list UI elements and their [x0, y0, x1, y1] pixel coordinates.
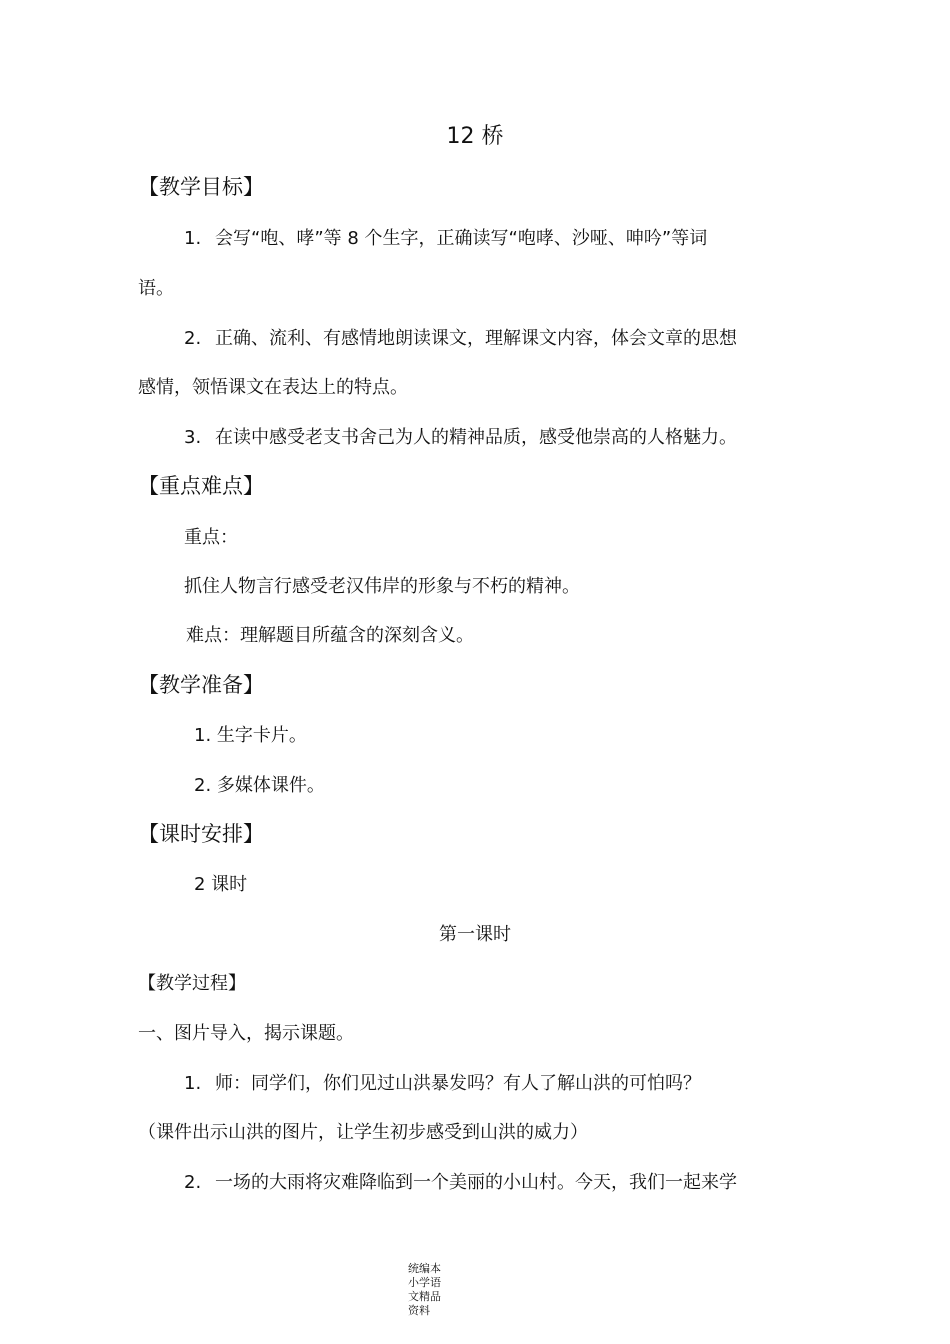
step-1-1-number: 1. — [184, 1073, 202, 1094]
goal-2-text: 正确、流利、有感情地朗读课文，理解课文内容，体会文章的思想 — [215, 328, 737, 349]
class-hours: 2 课时 — [194, 874, 248, 895]
heading-key-difficult-points: 【重点难点】 — [138, 474, 264, 498]
difficult-point-text: 难点：理解题目所蕴含的深刻含义。 — [186, 625, 474, 646]
goal-3-number: 3. — [184, 427, 202, 448]
lesson-one-title: 第一课时 — [439, 924, 511, 945]
step-1-heading: 一、图片导入，揭示课题。 — [138, 1023, 354, 1044]
preparation-item-1: 1. 生字卡片。 — [194, 725, 307, 746]
key-point-label: 重点： — [184, 527, 238, 548]
heading-teaching-process: 【教学过程】 — [138, 973, 246, 994]
footer-watermark: 统编本小学语文精品资料 — [408, 1262, 441, 1317]
step-1-2-number: 2. — [184, 1172, 202, 1193]
step-1-1-text: 师：同学们，你们见过山洪暴发吗？有人了解山洪的可怕吗？ — [215, 1073, 701, 1094]
goal-2-number: 2. — [184, 328, 202, 349]
step-1-1-note: （课件出示山洪的图片，让学生初步感受到山洪的威力） — [138, 1122, 588, 1143]
page-title: 12 桥 — [446, 124, 504, 149]
heading-teaching-goals: 【教学目标】 — [138, 175, 264, 199]
preparation-item-2: 2. 多媒体课件。 — [194, 775, 325, 796]
step-1-2-text: 一场的大雨将灾难降临到一个美丽的小山村。今天，我们一起来学 — [215, 1172, 737, 1193]
goal-1-text-continued: 语。 — [138, 278, 174, 299]
goal-1-number: 1. — [184, 228, 202, 249]
goal-3-text: 在读中感受老支书舍己为人的精神品质，感受他崇高的人格魅力。 — [215, 427, 737, 448]
goal-1-text: 会写“咆、哮”等 8 个生字，正确读写“咆哮、沙哑、呻吟”等词 — [215, 228, 708, 249]
goal-2-text-continued: 感情，领悟课文在表达上的特点。 — [138, 377, 408, 398]
heading-class-schedule: 【课时安排】 — [138, 822, 264, 846]
key-point-text: 抓住人物言行感受老汉伟岸的形象与不朽的精神。 — [184, 576, 580, 597]
heading-teaching-preparation: 【教学准备】 — [138, 673, 264, 697]
